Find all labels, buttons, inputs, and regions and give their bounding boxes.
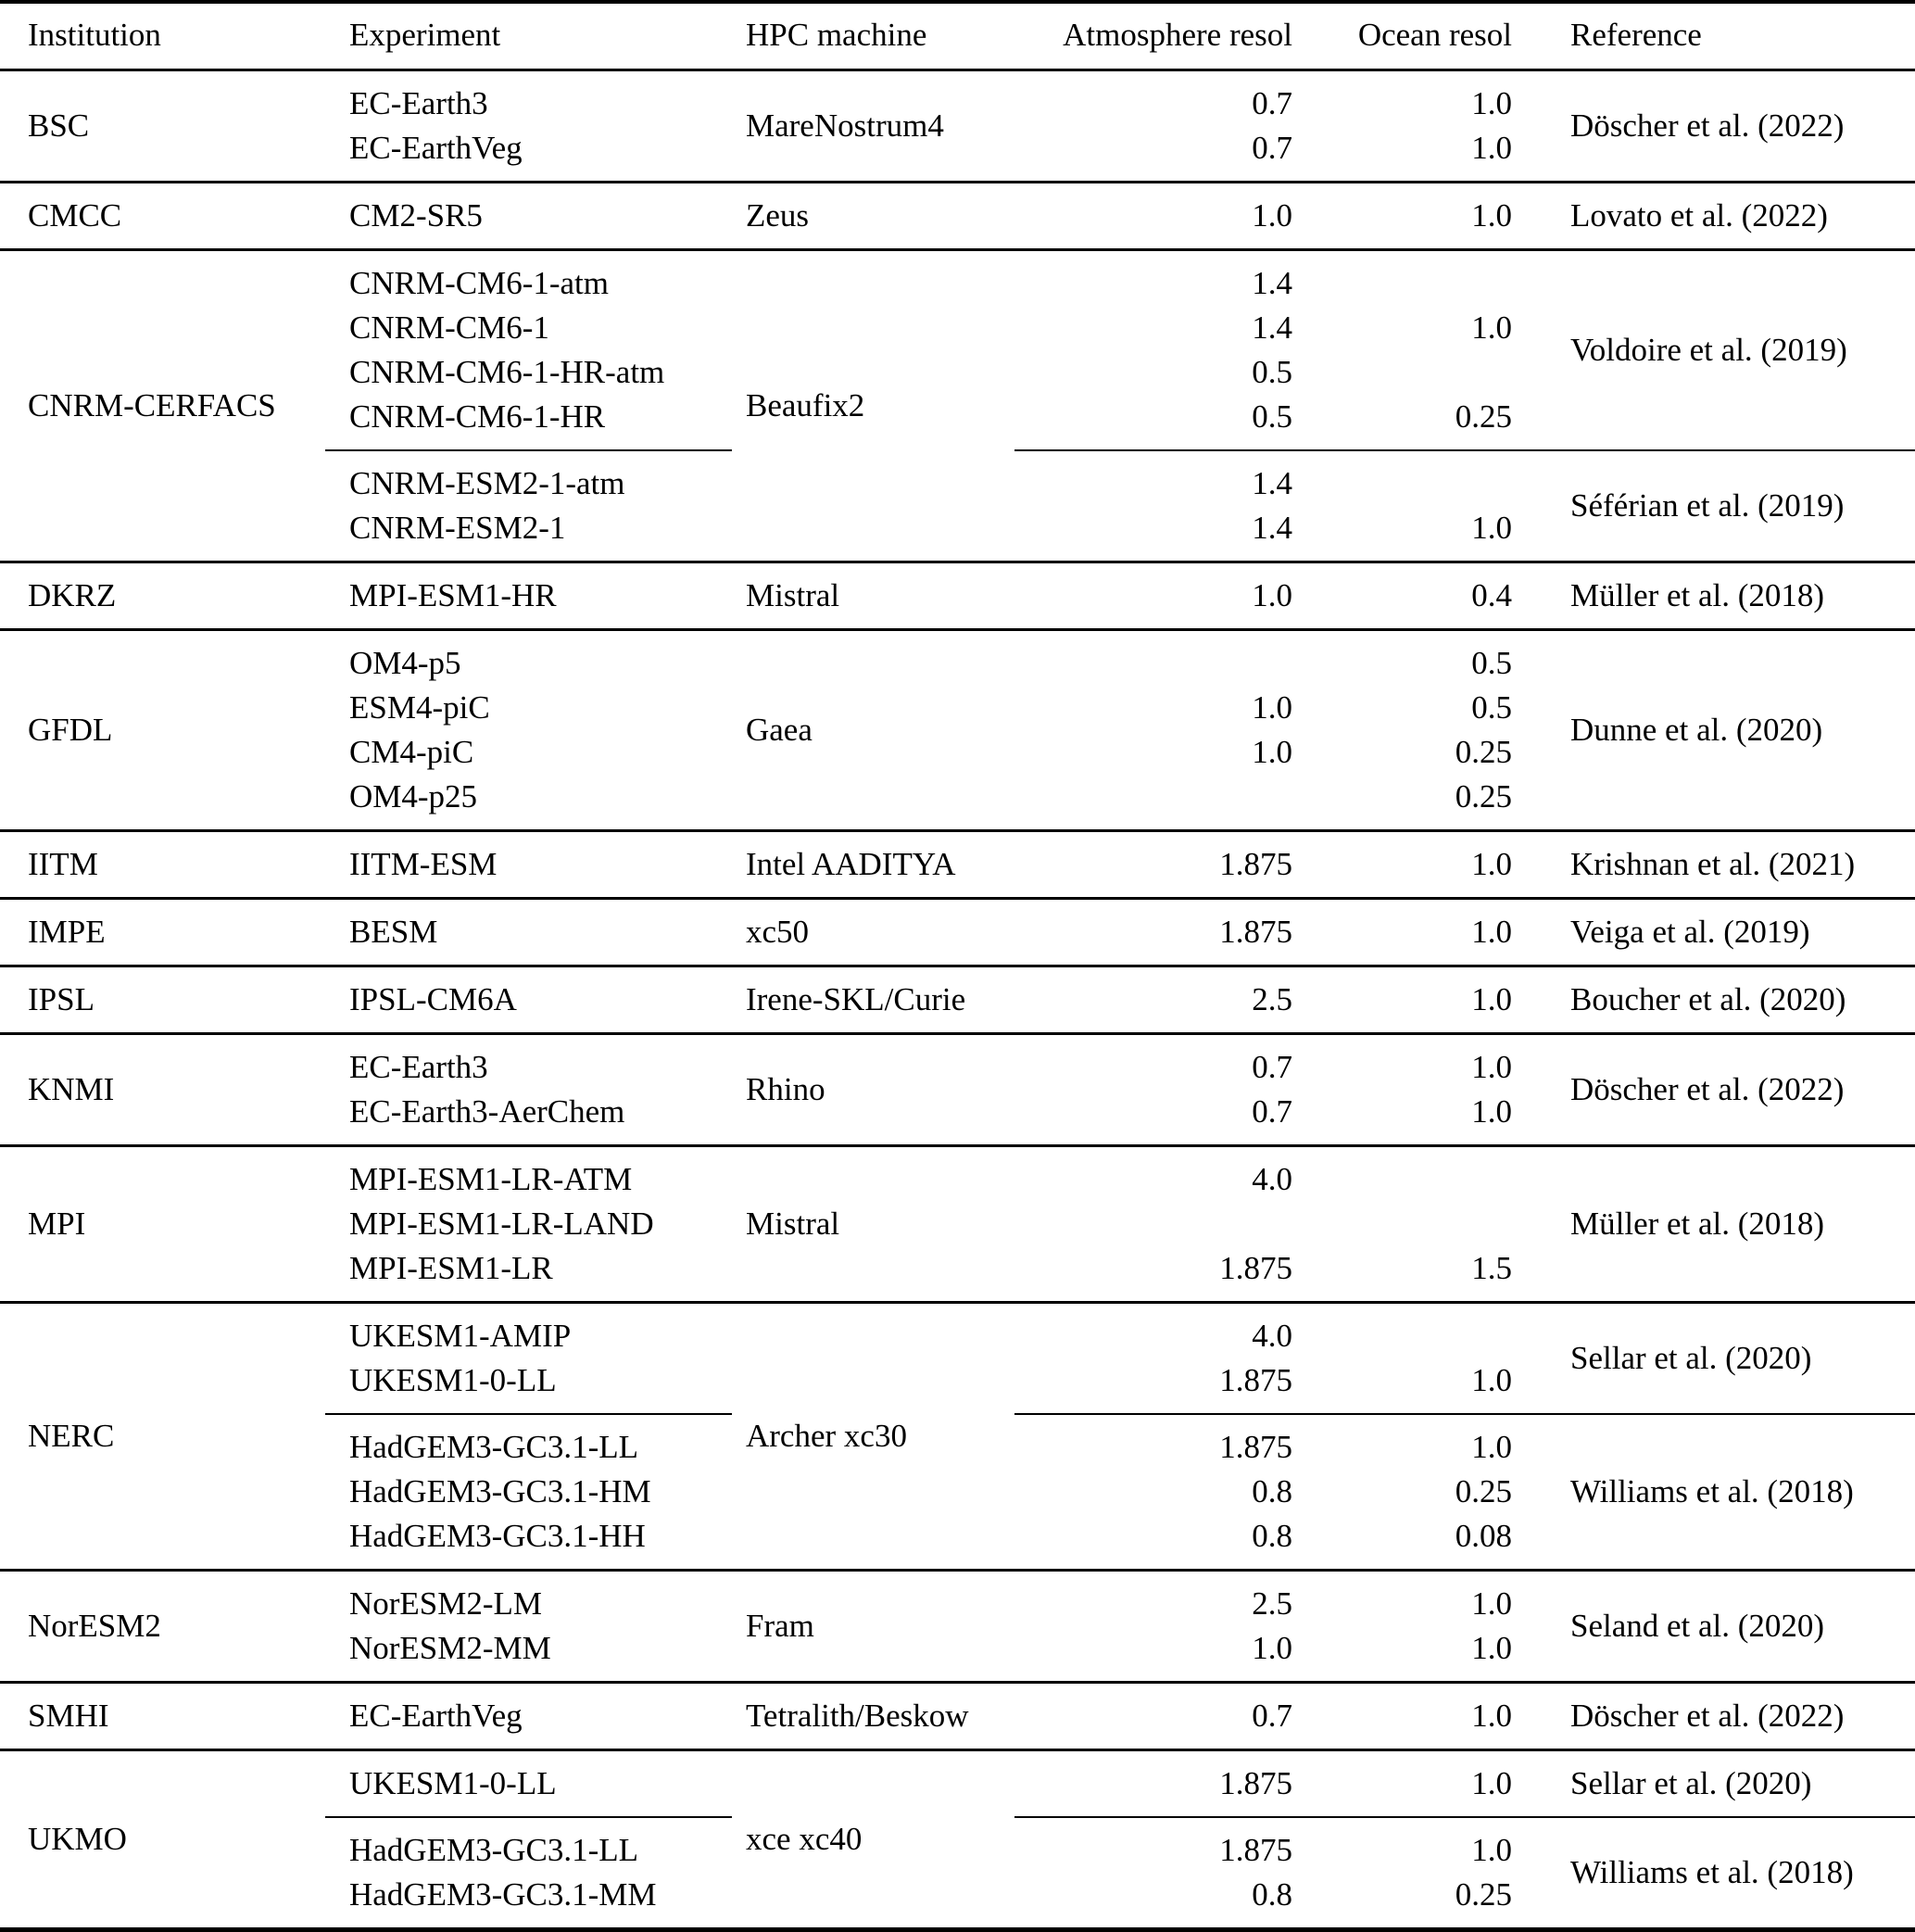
experiment-list xyxy=(349,183,746,248)
atmosphere-resolution-value: 1.0 xyxy=(1252,734,1292,770)
reference-cell xyxy=(1512,183,1915,248)
experiment-list xyxy=(349,1304,746,1413)
reference-cell xyxy=(1512,1751,1915,1816)
ocean-resolution-value: 0.4 xyxy=(1471,577,1512,613)
reference-cell xyxy=(1512,1818,1915,1927)
ocean-resolution-value: 0.25 xyxy=(1455,1473,1512,1509)
institution-cell: GFDL xyxy=(28,712,113,748)
ocean-resolution-list xyxy=(1292,451,1512,561)
reference-text: Dunne et al. (2020) xyxy=(1570,712,1823,748)
atmosphere-resolution-list xyxy=(1038,1572,1292,1681)
column-header-atmosphere: Atmosphere resol xyxy=(1063,17,1292,53)
atmosphere-resolution-value: 0.7 xyxy=(1252,1698,1292,1734)
atmosphere-resolution-list xyxy=(1038,1684,1292,1749)
experiment-name: OM4-p25 xyxy=(349,778,478,814)
institution-cell: IITM xyxy=(28,846,98,882)
atmosphere-resolution-value: 1.875 xyxy=(1219,1362,1292,1398)
institution-row xyxy=(0,967,1915,1035)
ocean-resolution-list xyxy=(1292,832,1512,897)
experiment-list xyxy=(349,1684,746,1749)
atmosphere-resolution-value: 0.8 xyxy=(1252,1473,1292,1509)
hpc-machine-cell: Archer xc30 xyxy=(746,1418,907,1454)
experiment-list xyxy=(349,1147,746,1301)
institution-row xyxy=(0,832,1915,900)
atmosphere-resolution-list xyxy=(1038,183,1292,248)
ocean-resolution-list xyxy=(1292,967,1512,1032)
institution-cell: NorESM2 xyxy=(28,1608,161,1644)
reference-cell xyxy=(1512,1684,1915,1749)
institution-row xyxy=(0,71,1915,183)
ocean-resolution-list xyxy=(1292,251,1512,449)
hpc-machine-cell: Mistral xyxy=(746,577,840,613)
ocean-resolution-value: 1.5 xyxy=(1471,1250,1512,1286)
experiment-list xyxy=(349,631,746,829)
experiment-list xyxy=(349,900,746,965)
experiment-list xyxy=(349,1818,746,1927)
reference-text: Sellar et al. (2020) xyxy=(1570,1765,1812,1801)
column-header-ocean: Ocean resol xyxy=(1357,17,1512,53)
institution-row xyxy=(0,1572,1915,1684)
reference-cell xyxy=(1512,832,1915,897)
atmosphere-resolution-value: 1.875 xyxy=(1219,1765,1292,1801)
ocean-resolution-value: 1.0 xyxy=(1471,1765,1512,1801)
reference-text: Boucher et al. (2020) xyxy=(1570,981,1846,1017)
hpc-machine-cell: Zeus xyxy=(746,197,810,234)
atmosphere-resolution-value: 2.5 xyxy=(1252,1585,1292,1622)
reference-text: Döscher et al. (2022) xyxy=(1570,1071,1845,1107)
institution-row xyxy=(0,1751,1915,1927)
hpc-machine-cell: Mistral xyxy=(746,1206,840,1242)
experiment-list xyxy=(349,1415,746,1569)
experiment-name: UKESM1-AMIP xyxy=(349,1318,572,1354)
reference-cell xyxy=(1512,563,1915,628)
ocean-resolution-value: 0.25 xyxy=(1455,778,1512,814)
experiment-name: CNRM-ESM2-1 xyxy=(349,510,566,546)
atmosphere-resolution-value: 0.5 xyxy=(1252,354,1292,390)
institution-cell: CMCC xyxy=(28,197,122,234)
experiment-name: ESM4-piC xyxy=(349,689,490,726)
hpc-machine-cell: Gaea xyxy=(746,712,813,748)
atmosphere-resolution-list xyxy=(1038,1304,1292,1413)
experiment-name: EC-Earth3 xyxy=(349,1049,488,1085)
ocean-resolution-value: 0.25 xyxy=(1455,398,1512,435)
reference-text: Müller et al. (2018) xyxy=(1570,577,1825,613)
table-header xyxy=(0,4,1915,71)
ocean-resolution-value: 1.0 xyxy=(1471,197,1512,234)
atmosphere-resolution-list xyxy=(1038,832,1292,897)
experiment-list xyxy=(349,451,746,561)
ocean-resolution-value: 0.25 xyxy=(1455,734,1512,770)
institution-cell: IMPE xyxy=(28,914,106,950)
experiment-list xyxy=(349,1751,746,1816)
experiment-list xyxy=(349,251,746,449)
atmosphere-resolution-value: 0.5 xyxy=(1252,398,1292,435)
column-header-reference: Reference xyxy=(1570,17,1702,53)
atmosphere-resolution-value: 1.875 xyxy=(1219,1429,1292,1465)
hpc-machine-cell: Intel AADITYA xyxy=(746,846,956,882)
experiment-name: HadGEM3-GC3.1-LL xyxy=(349,1429,639,1465)
ocean-resolution-list xyxy=(1292,563,1512,628)
institution-row xyxy=(0,1684,1915,1751)
atmosphere-resolution-list xyxy=(1038,251,1292,449)
atmosphere-resolution-value: 0.7 xyxy=(1252,85,1292,121)
reference-text: Müller et al. (2018) xyxy=(1570,1206,1825,1242)
ocean-resolution-list xyxy=(1292,900,1512,965)
institution-cell: CNRM-CERFACS xyxy=(28,387,276,423)
atmosphere-resolution-value: 1.875 xyxy=(1219,1250,1292,1286)
ocean-resolution-value: 1.0 xyxy=(1471,1093,1512,1130)
institution-cell: DKRZ xyxy=(28,577,117,613)
hpc-machine-cell: MareNostrum4 xyxy=(746,107,944,144)
experiment-name: HadGEM3-GC3.1-HM xyxy=(349,1473,651,1509)
experiment-name: CNRM-CM6-1-HR xyxy=(349,398,606,435)
experiment-name: MPI-ESM1-LR-LAND xyxy=(349,1206,654,1242)
reference-text: Krishnan et al. (2021) xyxy=(1570,846,1856,882)
institution-cell: IPSL xyxy=(28,981,94,1017)
experiment-name: CM2-SR5 xyxy=(349,197,483,234)
reference-text: Lovato et al. (2022) xyxy=(1570,197,1828,234)
atmosphere-resolution-value: 2.5 xyxy=(1252,981,1292,1017)
atmosphere-resolution-list xyxy=(1038,563,1292,628)
atmosphere-resolution-value xyxy=(1038,775,1292,819)
ocean-resolution-value: 1.0 xyxy=(1471,1630,1512,1666)
ocean-resolution-list xyxy=(1292,1147,1512,1301)
reference-text: Voldoire et al. (2019) xyxy=(1570,332,1847,368)
experiment-list xyxy=(349,563,746,628)
hpc-machine-cell: Tetralith/Beskow xyxy=(746,1698,969,1734)
reference-text: Veiga et al. (2019) xyxy=(1570,914,1810,950)
experiment-name: OM4-p5 xyxy=(349,645,461,681)
atmosphere-resolution-value: 1.875 xyxy=(1219,846,1292,882)
institution-cell: NERC xyxy=(28,1418,115,1454)
experiment-name: EC-EarthVeg xyxy=(349,1698,523,1734)
ocean-resolution-value: 1.0 xyxy=(1471,1362,1512,1398)
reference-text: Séférian et al. (2019) xyxy=(1570,487,1845,524)
atmosphere-resolution-list xyxy=(1038,1818,1292,1927)
atmosphere-resolution-value: 1.875 xyxy=(1219,914,1292,950)
atmosphere-resolution-value: 1.0 xyxy=(1252,1630,1292,1666)
experiment-name: NorESM2-LM xyxy=(349,1585,543,1622)
atmosphere-resolution-value xyxy=(1038,641,1292,686)
hpc-machine-cell: xc50 xyxy=(746,914,810,950)
atmosphere-resolution-value: 1.875 xyxy=(1219,1832,1292,1868)
ocean-resolution-value xyxy=(1292,1314,1512,1358)
experiment-name: EC-Earth3 xyxy=(349,85,488,121)
reference-cell xyxy=(1512,1147,1915,1301)
ocean-resolution-list xyxy=(1292,1751,1512,1816)
atmosphere-resolution-value: 1.0 xyxy=(1252,689,1292,726)
experiment-name: IPSL-CM6A xyxy=(349,981,517,1017)
institution-row xyxy=(0,631,1915,832)
atmosphere-resolution-value: 0.7 xyxy=(1252,1093,1292,1130)
ocean-resolution-value: 1.0 xyxy=(1471,309,1512,346)
reference-text: Williams et al. (2018) xyxy=(1570,1854,1854,1890)
ocean-resolution-list xyxy=(1292,631,1512,829)
atmosphere-resolution-value: 4.0 xyxy=(1252,1318,1292,1354)
experiment-name: MPI-ESM1-LR-ATM xyxy=(349,1161,633,1197)
experiment-name: HadGEM3-GC3.1-HH xyxy=(349,1518,646,1554)
atmosphere-resolution-value: 1.4 xyxy=(1252,510,1292,546)
ocean-resolution-value: 1.0 xyxy=(1471,1585,1512,1622)
institution-cell: UKMO xyxy=(28,1821,127,1857)
table-body xyxy=(0,71,1915,1927)
reference-cell xyxy=(1512,251,1915,449)
experiment-name: CNRM-CM6-1 xyxy=(349,309,549,346)
ocean-resolution-value: 0.08 xyxy=(1455,1518,1512,1554)
atmosphere-resolution-value: 1.4 xyxy=(1252,265,1292,301)
ocean-resolution-value: 0.5 xyxy=(1471,689,1512,726)
experiment-name: UKESM1-0-LL xyxy=(349,1362,557,1398)
ocean-resolution-value: 0.5 xyxy=(1471,645,1512,681)
ocean-resolution-value: 1.0 xyxy=(1471,1049,1512,1085)
experiment-name: UKESM1-0-LL xyxy=(349,1765,557,1801)
ocean-resolution-value xyxy=(1292,350,1512,395)
hpc-machine-cell: xce xc40 xyxy=(746,1821,863,1857)
ocean-resolution-list xyxy=(1292,71,1512,181)
experiment-name: MPI-ESM1-HR xyxy=(349,577,557,613)
atmosphere-resolution-value: 1.0 xyxy=(1252,197,1292,234)
ocean-resolution-list xyxy=(1292,1572,1512,1681)
ocean-resolution-value xyxy=(1292,1202,1512,1246)
atmosphere-resolution-list xyxy=(1038,1415,1292,1569)
reference-text: Döscher et al. (2022) xyxy=(1570,107,1845,144)
atmosphere-resolution-value: 0.7 xyxy=(1252,130,1292,166)
ocean-resolution-list xyxy=(1292,1818,1512,1927)
experiment-name: CM4-piC xyxy=(349,734,474,770)
experiment-name: CNRM-CM6-1-HR-atm xyxy=(349,354,665,390)
ocean-resolution-value xyxy=(1292,461,1512,506)
hpc-machine-cell: Beaufix2 xyxy=(746,387,865,423)
institution-row xyxy=(0,183,1915,251)
experiment-name: IITM-ESM xyxy=(349,846,498,882)
atmosphere-resolution-value xyxy=(1038,1202,1292,1246)
institution-row xyxy=(0,900,1915,967)
ocean-resolution-value: 1.0 xyxy=(1471,1832,1512,1868)
experiment-name: BESM xyxy=(349,914,438,950)
institution-cell: MPI xyxy=(28,1206,86,1242)
institution-row xyxy=(0,1147,1915,1304)
column-header-experiment: Experiment xyxy=(349,17,501,53)
ocean-resolution-list xyxy=(1292,1035,1512,1144)
experiment-list xyxy=(349,1572,746,1681)
experiment-name: MPI-ESM1-LR xyxy=(349,1250,553,1286)
experiment-name: EC-Earth3-AerChem xyxy=(349,1093,625,1130)
ocean-resolution-value: 1.0 xyxy=(1471,1698,1512,1734)
atmosphere-resolution-value: 0.7 xyxy=(1252,1049,1292,1085)
experiment-name: HadGEM3-GC3.1-MM xyxy=(349,1876,657,1913)
reference-cell xyxy=(1512,451,1915,561)
reference-text: Seland et al. (2020) xyxy=(1570,1608,1825,1644)
reference-text: Döscher et al. (2022) xyxy=(1570,1698,1845,1734)
experiment-name: CNRM-CM6-1-atm xyxy=(349,265,609,301)
ocean-resolution-value: 1.0 xyxy=(1471,130,1512,166)
experiment-list xyxy=(349,71,746,181)
institution-cell: KNMI xyxy=(28,1071,115,1107)
reference-cell xyxy=(1512,967,1915,1032)
ocean-resolution-list xyxy=(1292,1304,1512,1413)
atmosphere-resolution-list xyxy=(1038,1147,1292,1301)
atmosphere-resolution-list xyxy=(1038,1035,1292,1144)
ocean-resolution-value xyxy=(1292,261,1512,306)
experiment-name: HadGEM3-GC3.1-LL xyxy=(349,1832,639,1868)
experiment-list xyxy=(349,1035,746,1144)
hpc-machine-cell: Fram xyxy=(746,1608,814,1644)
institution-row xyxy=(0,251,1915,563)
atmosphere-resolution-list xyxy=(1038,967,1292,1032)
column-header-machine: HPC machine xyxy=(746,17,927,53)
institution-row xyxy=(0,1304,1915,1572)
atmosphere-resolution-value: 1.4 xyxy=(1252,465,1292,501)
institution-cell: BSC xyxy=(28,107,90,144)
atmosphere-resolution-list xyxy=(1038,451,1292,561)
institution-row xyxy=(0,1035,1915,1147)
hpc-machine-cell: Rhino xyxy=(746,1071,825,1107)
atmosphere-resolution-value: 1.4 xyxy=(1252,309,1292,346)
reference-cell xyxy=(1512,1304,1915,1413)
institution-row xyxy=(0,563,1915,631)
ocean-resolution-value xyxy=(1292,1157,1512,1202)
atmosphere-resolution-value: 4.0 xyxy=(1252,1161,1292,1197)
experiment-name: EC-EarthVeg xyxy=(349,130,523,166)
atmosphere-resolution-list xyxy=(1038,1751,1292,1816)
experiment-name: NorESM2-MM xyxy=(349,1630,551,1666)
atmosphere-resolution-list xyxy=(1038,900,1292,965)
ocean-resolution-list xyxy=(1292,1684,1512,1749)
reference-cell xyxy=(1512,1572,1915,1681)
ocean-resolution-value: 0.25 xyxy=(1455,1876,1512,1913)
atmosphere-resolution-value: 0.8 xyxy=(1252,1518,1292,1554)
reference-cell xyxy=(1512,1415,1915,1569)
atmosphere-resolution-list xyxy=(1038,631,1292,829)
atmosphere-resolution-list xyxy=(1038,71,1292,181)
reference-cell xyxy=(1512,1035,1915,1144)
column-header-institution: Institution xyxy=(28,17,161,53)
ocean-resolution-value: 1.0 xyxy=(1471,914,1512,950)
atmosphere-resolution-value: 1.0 xyxy=(1252,577,1292,613)
institution-cell: SMHI xyxy=(28,1698,109,1734)
ocean-resolution-list xyxy=(1292,183,1512,248)
ocean-resolution-value: 1.0 xyxy=(1471,1429,1512,1465)
ocean-resolution-value: 1.0 xyxy=(1471,510,1512,546)
reference-cell xyxy=(1512,900,1915,965)
reference-cell xyxy=(1512,631,1915,829)
ocean-resolution-list xyxy=(1292,1415,1512,1569)
ocean-resolution-value: 1.0 xyxy=(1471,846,1512,882)
reference-text: Sellar et al. (2020) xyxy=(1570,1340,1812,1376)
reference-cell xyxy=(1512,71,1915,181)
ocean-resolution-value: 1.0 xyxy=(1471,85,1512,121)
experiment-list xyxy=(349,832,746,897)
experiment-list xyxy=(349,967,746,1032)
atmosphere-resolution-value: 0.8 xyxy=(1252,1876,1292,1913)
ocean-resolution-value: 1.0 xyxy=(1471,981,1512,1017)
hpc-machine-cell: Irene-SKL/Curie xyxy=(746,981,966,1017)
experiment-name: CNRM-ESM2-1-atm xyxy=(349,465,625,501)
reference-text: Williams et al. (2018) xyxy=(1570,1473,1854,1509)
